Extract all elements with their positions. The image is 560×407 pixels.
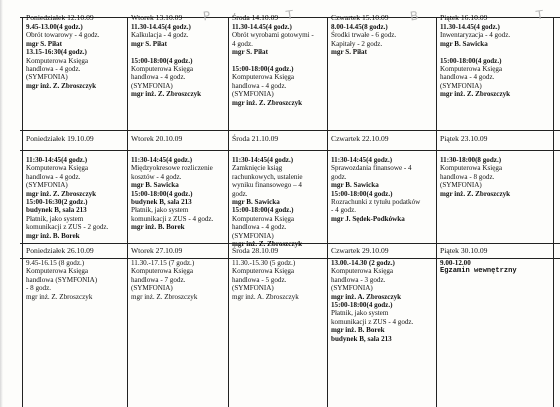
handwritten-mark: T bbox=[535, 7, 545, 23]
schedule-entry-fri-16 bbox=[437, 23, 557, 129]
day-header: Wtorek 20.10.09 bbox=[131, 134, 183, 143]
time-range: 11.30-14.45(4 godz.) bbox=[232, 23, 292, 31]
schedule-entry-thu-22 bbox=[328, 156, 440, 242]
handwritten-mark: B bbox=[409, 8, 420, 24]
subject-line: godz. bbox=[331, 172, 347, 181]
lecturer: mgr inż. A. Zbroszczyk bbox=[331, 292, 402, 301]
time-range: 9.00-12.00 bbox=[440, 259, 471, 267]
subject-line: Płatnik, jako system bbox=[131, 206, 189, 215]
subject-line: Zamknięcie ksiąg bbox=[232, 164, 283, 173]
lecturer: mgr inż. B. Borek bbox=[331, 326, 385, 335]
subject-line: Kapitały - 2 godz. bbox=[331, 39, 383, 48]
subject-line: - 4 godz. bbox=[331, 206, 357, 215]
subject-line: 4 godz. bbox=[232, 39, 253, 48]
room-info: budynek B, sala 213 bbox=[331, 334, 392, 343]
time-range: 9.45-13.00(4 godz.) bbox=[26, 23, 83, 31]
time-range: 11.30-14.45(4 godz.) bbox=[440, 23, 500, 31]
lecturer: mgr inż. B. Borek bbox=[131, 223, 185, 232]
time-range: 11.30-14.45(4 godz.) bbox=[131, 23, 191, 31]
subject-line: handlowa - 5 godz. bbox=[232, 275, 287, 284]
row-divider-week2-head bbox=[20, 150, 560, 151]
subject-line: rachunkowych, ustalenie bbox=[232, 172, 303, 181]
subject-line: (SYMFONIA) bbox=[26, 181, 68, 190]
schedule-entry-tue-13 bbox=[128, 23, 232, 129]
subject-line: handlowa - 4 godz. bbox=[232, 81, 287, 90]
subject-line: handlowa - 3 godz. bbox=[331, 275, 386, 284]
subject-line: Komputerowa Księga bbox=[131, 267, 194, 276]
day-header: Czwartek 29.10.09 bbox=[331, 246, 389, 255]
handwritten-mark: T bbox=[285, 7, 295, 23]
subject-line: handlowa - 4 godz. bbox=[26, 172, 81, 181]
time-range: 8.00-14.45(8 godz.) bbox=[331, 23, 388, 31]
scan-shadow-edge bbox=[0, 0, 3, 407]
room-info: budynek B, sala 213 bbox=[131, 198, 192, 207]
subject-line: Obrót wyrobami gotowymi - bbox=[232, 31, 314, 40]
subject-line: Komputerowa Księga bbox=[232, 73, 295, 82]
lecturer: mgr inż. Z. Zbroszczyk bbox=[131, 292, 198, 301]
time-range: 15:00-18:00(4 godz.) bbox=[232, 206, 294, 215]
day-header: Wtorek 13.10.09 bbox=[131, 13, 183, 22]
schedule-entry-fri-30 bbox=[437, 259, 557, 405]
time-range: 15:00-18:00(4 godz.) bbox=[440, 56, 502, 65]
subject-line: Płatnik, jako system bbox=[26, 214, 84, 223]
spacer-line bbox=[131, 48, 230, 56]
day-header: Piątek 23.10.09 bbox=[440, 134, 488, 143]
lecturer: mgr J. Sędek-Podkówka bbox=[331, 214, 405, 223]
subject-line: handlowa - 4 godz. bbox=[131, 73, 186, 82]
lecturer: mgr B. Sawicka bbox=[232, 198, 280, 207]
room-info: budynek B, sala 213 bbox=[26, 206, 87, 215]
lecturer: mgr S. Piłat bbox=[131, 39, 167, 48]
lecturer: mgr inż. Z. Zbroszczyk bbox=[232, 240, 303, 249]
subject-line: Komputerowa Księga bbox=[232, 214, 295, 223]
day-header: Środa 21.10.09 bbox=[232, 134, 279, 143]
time-range: 11:30-14:45(4 godz.) bbox=[26, 156, 88, 164]
subject-line: Kalkulacja - 4 godz. bbox=[131, 31, 189, 40]
lecturer: mgr inż. Z. Zbroszczyk bbox=[26, 81, 97, 90]
time-range: 13.00.-14.30 (2 godz.) bbox=[331, 259, 395, 267]
time-range: 11.30.-15.30 (5 godz.) bbox=[232, 259, 296, 267]
subject-line: Komputerowa Księga bbox=[26, 164, 89, 173]
schedule-entry-mon-12 bbox=[23, 23, 131, 129]
subject-line: Komputerowa Księga bbox=[232, 267, 295, 276]
subject-line: - 8 godz. bbox=[26, 284, 52, 293]
schedule-entry-wed-28 bbox=[229, 259, 331, 405]
spacer-line bbox=[232, 57, 329, 65]
day-header: Środa 14.10.09 bbox=[232, 13, 279, 22]
subject-line: Sprawozdania finansowe - 4 bbox=[331, 164, 412, 173]
subject-line: handlowa - 4 godz. bbox=[26, 65, 81, 74]
lecturer: mgr inż. Z. Zbroszczyk bbox=[440, 189, 511, 198]
lecturer: mgr B. Sawicka bbox=[331, 181, 379, 190]
subject-line: (SYMFONIA) bbox=[131, 284, 173, 293]
time-range: 11:30-14:45(4 godz.) bbox=[131, 156, 193, 164]
time-range: 15:00-16:30(2 godz.) bbox=[26, 198, 88, 207]
schedule-entry-thu-29 bbox=[328, 259, 440, 405]
schedule-entry-fri-23 bbox=[437, 156, 557, 242]
schedule-entry-wed-14 bbox=[229, 23, 331, 129]
day-header: Poniedziałek 26.10.09 bbox=[26, 246, 94, 255]
subject-line: komunikacji z ZUS - 4 godz. bbox=[331, 317, 414, 326]
lecturer: mgr B. Sawicka bbox=[131, 181, 179, 190]
schedule-entry-mon-19 bbox=[23, 156, 131, 242]
lecturer: mgr inż. Z. Zbroszczyk bbox=[232, 98, 303, 107]
lecturer: mgr inż. Z. Zbroszczyk bbox=[26, 189, 97, 198]
subject-line: handlowa - 8 godz. bbox=[440, 172, 495, 181]
exam-label: Egzamin wewnętrzny bbox=[440, 267, 517, 276]
day-header: Piątek 16.10.09 bbox=[440, 13, 488, 22]
lecturer: mgr inż. B. Borek bbox=[26, 231, 80, 240]
subject-line: (SYMFONIA) bbox=[331, 284, 373, 293]
time-range: 11:30-14:45(4 godz.) bbox=[331, 156, 393, 164]
subject-line: handlowa (SYMFONIA) bbox=[26, 275, 98, 284]
day-header: Poniedziałek 12.10.09 bbox=[26, 13, 94, 22]
subject-line: Komputerowa Księga bbox=[331, 267, 394, 276]
subject-line: Komputerowa Księga bbox=[440, 164, 503, 173]
subject-line: godz. bbox=[232, 189, 248, 198]
subject-line: Międzyokresowe rozliczenie bbox=[131, 164, 213, 173]
subject-line: kosztów - 4 godz. bbox=[131, 172, 182, 181]
subject-line: Środki trwałe - 6 godz. bbox=[331, 31, 397, 40]
subject-line: komunikacji z ZUS - 2 godz. bbox=[26, 223, 109, 232]
subject-line: Komputerowa Księga bbox=[26, 56, 89, 65]
subject-line: (SYMFONIA) bbox=[232, 231, 274, 240]
spacer-line bbox=[440, 48, 555, 56]
schedule-entry-tue-20 bbox=[128, 156, 232, 242]
row-divider-week1-end bbox=[20, 130, 560, 131]
subject-line: Komputerowa Księga bbox=[440, 65, 503, 74]
handwritten-mark: P bbox=[202, 8, 212, 24]
lecturer: mgr S. Piłat bbox=[331, 48, 367, 57]
time-range: 15:00-18:00(4 godz.) bbox=[131, 56, 193, 65]
day-header: Czwartek 15.10.09 bbox=[331, 13, 389, 22]
time-range: 11.30.-17.15 (7 godz.) bbox=[131, 259, 195, 267]
day-header: Środa 28.10.09 bbox=[232, 246, 279, 255]
subject-line: Inwentaryzacja - 4 godz. bbox=[440, 31, 511, 40]
schedule-entry-wed-21 bbox=[229, 156, 331, 249]
lecturer: mgr inż. Z. Zbroszczyk bbox=[26, 292, 93, 301]
lecturer: mgr inż. Z. Zbroszczyk bbox=[440, 90, 511, 99]
schedule-entry-thu-15 bbox=[328, 23, 440, 129]
day-header: Poniedziałek 19.10.09 bbox=[26, 134, 94, 143]
subject-line: wyniku finansowego – 4 bbox=[232, 181, 302, 190]
subject-line: handlowa - 4 godz. bbox=[440, 73, 495, 82]
subject-line: Płatnik, jako system bbox=[331, 309, 389, 318]
time-range: 15:00-18:00(4 godz.) bbox=[331, 301, 393, 310]
time-range: 15:00-18:00(4 godz.) bbox=[131, 189, 193, 198]
time-range: 15:00-18:00(4 godz.) bbox=[232, 65, 294, 74]
subject-line: Komputerowa Księga bbox=[131, 65, 194, 74]
lecturer: mgr S. Piłat bbox=[26, 39, 62, 48]
lecturer: mgr S. Piłat bbox=[232, 48, 268, 57]
day-header: Czwartek 22.10.09 bbox=[331, 134, 389, 143]
lecturer: mgr inż. Z. Zbroszczyk bbox=[131, 90, 202, 99]
lecturer: mgr inż. A. Zbroszczyk bbox=[232, 292, 299, 301]
subject-line: Obrót towarowy - 4 godz. bbox=[26, 31, 100, 40]
schedule-entry-tue-27 bbox=[128, 259, 232, 405]
subject-line: (SYMFONIA) bbox=[232, 284, 274, 293]
subject-line: (SYMFONIA) bbox=[232, 90, 274, 99]
subject-line: Komputerowa Księga bbox=[26, 267, 89, 276]
time-range: 15:00-18:00(4 godz.) bbox=[331, 189, 393, 198]
subject-line: komunikacji z ZUS - 4 godz. bbox=[131, 214, 214, 223]
subject-line: handlowa - 7 godz. bbox=[131, 275, 186, 284]
subject-line: (SYMFONIA) bbox=[440, 181, 482, 190]
time-range: 11:30-14:45(4 godz.) bbox=[232, 156, 294, 164]
subject-line: Rozrachunki z tytułu podatków bbox=[331, 198, 421, 207]
day-header: Wtorek 27.10.09 bbox=[131, 246, 183, 255]
day-header: Piątek 30.10.09 bbox=[440, 246, 488, 255]
subject-line: (SYMFONIA) bbox=[26, 73, 68, 82]
time-range: 11:30-18:00(8 godz.) bbox=[440, 156, 502, 164]
schedule-entry-mon-26 bbox=[23, 259, 131, 405]
time-range: 9.45-16.15 (8 godz.) bbox=[26, 259, 85, 267]
subject-line: (SYMFONIA) bbox=[440, 81, 482, 90]
lecturer: mgr B. Sawicka bbox=[440, 39, 488, 48]
subject-line: handlowa - 4 godz. bbox=[232, 223, 287, 232]
subject-line: (SYMFONIA) bbox=[131, 81, 173, 90]
time-range: 13.15-16:30(4 godz.) bbox=[26, 48, 87, 57]
